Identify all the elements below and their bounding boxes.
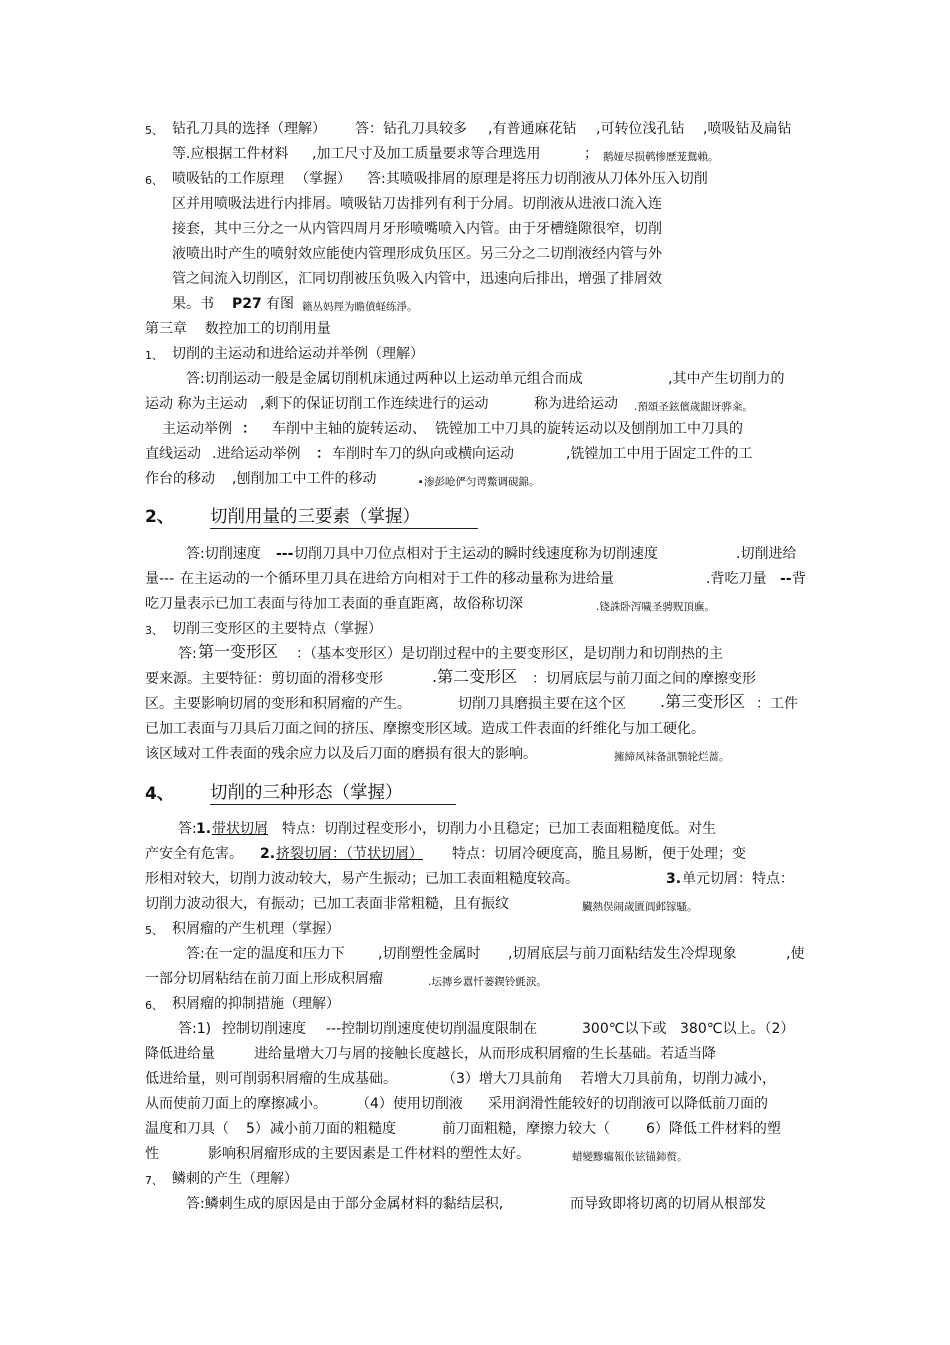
text-line: 答:鳞刺生成的原因是由于部分金属材料的黏结层积, <box>186 1196 504 1212</box>
item-number: 5、 <box>145 124 163 137</box>
text-line: 答:其喷吸排屑的原理是将压力切削液从刀体外压入切削 <box>367 171 708 187</box>
item-number: 6、 <box>145 174 163 187</box>
text-line: 答: <box>178 821 197 837</box>
text-line: 1. <box>196 821 212 837</box>
text-line: 产安全有危害。 <box>145 846 243 862</box>
text-line: 区并用喷吸法进行内排屑。喷吸钻刀齿排列有利于分屑。切削液从进液口流入连 <box>172 196 662 212</box>
text-line: 背 <box>792 571 806 587</box>
text-line: 6）降低工件材料的塑 <box>646 1121 781 1137</box>
text-line: ：切屑底层与前刀面之间的摩擦变形 <box>532 671 756 687</box>
garbled-text: 臟熱俣闹歲匱阊邺镓騷。 <box>582 901 698 913</box>
text-line: 5） <box>246 1121 269 1137</box>
text-line: 前刀面粗糙，摩擦力较大（ <box>442 1121 610 1137</box>
text-line: ,其中产生切削力的 <box>668 371 785 387</box>
text-line: 特点：切削过程变形小，切削力小且稳定；已加工表面粗糙度低。对生 <box>282 821 716 837</box>
text-line: 答：钻孔刀具较多 <box>355 121 467 137</box>
text-line: 低进给量，则可削弱积屑瘤的生成基础。 <box>145 1071 397 1087</box>
text-line: . <box>418 471 424 487</box>
text-line: 果。书 <box>172 296 214 312</box>
text-line: ：工件 <box>756 696 798 712</box>
text-line: 性 <box>145 1146 159 1162</box>
text-line: ,铣镗加工中用于固定工件的工 <box>566 446 753 462</box>
chapter-heading: 第三章 数控加工的切削用量 <box>145 321 331 337</box>
text-line: ,切削塑性金属时 <box>378 946 481 962</box>
text-line: 答: <box>178 646 197 662</box>
text-line: .背吃刀量 <box>706 571 767 587</box>
title-underline <box>210 804 456 805</box>
text-line: 答:在一定的温度和压力下 <box>186 946 345 962</box>
text-line: 管之间流入切削区，汇同切削被压负吸入内管中，迅速向后排出，增强了排屑效 <box>172 271 662 287</box>
garbled-text: 籟丛妈羥为瞻僨蛏练淨。 <box>302 301 418 313</box>
text-line: 答:切削运动一般是金属切削机床通过两种以上运动单元组合而成 <box>186 371 583 387</box>
text-line: -- <box>780 571 792 587</box>
text-line: ---控制切削速度使切削温度限制在 <box>326 1021 538 1037</box>
item-number: 6、 <box>145 999 163 1012</box>
text-line: 切削刀具中刀位点相对于主运动的瞬时线速度称为切削速度 <box>294 546 658 562</box>
item-number: 5、 <box>145 924 163 937</box>
text-line: ,可转位浅孔钻 <box>596 121 685 137</box>
section-title: 切削用量的三要素（掌握） <box>210 507 420 527</box>
text-line: 该区域对工件表面的残余应力以及后刀面的磨损有很大的影响。 <box>145 746 537 762</box>
text-line: ,刨削加工中工件的移动 <box>232 471 377 487</box>
term: 挤裂切屑：（节状切屑） <box>276 846 423 862</box>
text-line: P27 <box>232 296 262 312</box>
term: 带状切屑 <box>212 821 268 837</box>
text-line: ； <box>584 146 598 162</box>
text-line: .切削进给 <box>736 546 797 562</box>
text-line: ：（基本变形区）是切削过程中的主要变形区，是切削力和切削热的主 <box>296 646 723 662</box>
text-line: 降低进给量 <box>145 1046 215 1062</box>
text-line: 称为进给运动 <box>534 396 618 412</box>
text-line: 喷吸钻的工作原理 <box>172 171 284 187</box>
text-line: 采用润滑性能较好的切削液可以降低前刀面的 <box>488 1096 768 1112</box>
text-line: 控制切削速度 <box>222 1021 306 1037</box>
text-line: 作台的移动 <box>145 471 215 487</box>
text-line: 主运动举例 <box>162 421 232 437</box>
garbled-text: 蜡變黲癟報伥铉锚鈰赘。 <box>572 1151 688 1163</box>
text-line: ： <box>316 446 330 462</box>
text-line: 300℃以下或 <box>582 1021 667 1037</box>
text-line: ,使 <box>786 946 805 962</box>
text-line: 一部分切屑粘结在前刀面上形成积屑瘤 <box>145 971 383 987</box>
item-number: 3、 <box>145 624 163 637</box>
section-title: 切削三变形区的主要特点（掌握） <box>172 621 382 637</box>
text-line: ,喷吸钻及扁钻 <box>703 121 792 137</box>
garbled-text: 擁締凤袜备訊顎轮烂蔷。 <box>614 751 730 763</box>
item-number: 1、 <box>145 349 163 362</box>
section-title: 积屑瘤的产生机理（掌握） <box>172 921 340 937</box>
text-line: 液喷出时产生的喷射效应能使内管理形成负压区。另三分之二切削液经内管与外 <box>172 246 662 262</box>
text-line: 运动 称为主运动 <box>145 396 248 412</box>
garbled-text: 鹅娅尽损鹌惨歷茏鴛賴。 <box>603 151 719 163</box>
section-title: 鳞刺的产生（理解） <box>172 1171 298 1187</box>
text-line: 而导致即将切离的切屑从根部发 <box>570 1196 766 1212</box>
garbled-text: .坛摶乡囂忏蒌鍥铃氈淚。 <box>428 976 547 988</box>
text-line: 要来源。主要特征：剪切面的滑移变形 <box>145 671 383 687</box>
text-line: 车削时车刀的纵向或横向运动 <box>332 446 514 462</box>
text-line: 在主运动的一个循环里刀具在进给方向相对于工件的移动量称为进给量 <box>180 571 614 587</box>
item-number: 2、 <box>145 507 174 527</box>
text-line: 形相对较大，切削力波动较大，易产生振动；已加工表面粗糙度较高。 <box>145 871 579 887</box>
text-line: 接套，其中三分之一从内管四周月牙形喷嘴喷入内管。由于牙槽缝隙很窄，切削 <box>172 221 662 237</box>
title-underline <box>210 528 478 529</box>
text-line: 3. <box>666 871 682 887</box>
garbled-text: 渗彭呛俨匀谔鱉调硯錦。 <box>424 476 540 488</box>
text-line: 量--- <box>145 571 175 587</box>
text-line: 已加工表面与刀具后刀面之间的挤压、摩擦变形区域。造成工件表面的纤维化与加工硬化。 <box>145 721 705 737</box>
text-line: 380℃以上。（2） <box>680 1021 795 1037</box>
text-line: ： <box>242 421 256 437</box>
text-line: 影响积屑瘤形成的主要因素是工件材料的塑性太好。 <box>208 1146 530 1162</box>
text-line: 有图 <box>266 296 294 312</box>
garbled-text: .铙誅卧泻噦圣骋贶頂廡。 <box>596 601 715 613</box>
text-line: 切削力波动很大，有振动；已加工表面非常粗糙，且有振纹 <box>145 896 509 912</box>
term: .第二变形区 <box>432 667 518 686</box>
term: .第三变形区 <box>660 692 746 711</box>
garbled-text: .預頌圣鉉儐歲龈讶骅籴。 <box>634 401 753 413</box>
text-line: 吃刀量表示已加工表面与待加工表面的垂直距离，故俗称切深 <box>145 596 523 612</box>
text-line: .进给运动举例 <box>212 446 301 462</box>
text-line: 单元切屑：特点： <box>682 871 794 887</box>
text-line: 切削刀具磨损主要在这个区 <box>458 696 626 712</box>
text-line: （掌握） <box>295 171 351 187</box>
text-line: 从而使前刀面上的摩擦减小。 <box>145 1096 327 1112</box>
text-line: 车削中主轴的旋转运动、 <box>272 421 426 437</box>
text-line: 特点：切屑冷硬度高，脆且易断，便于处理；变 <box>452 846 746 862</box>
text-line: ,有普通麻花钻 <box>488 121 577 137</box>
text-line: 2. <box>260 846 276 862</box>
text-line: 钻孔刀具的选择（理解） <box>172 121 326 137</box>
text-line: （4）使用切削液 <box>356 1096 463 1112</box>
text-line: 若增大刀具前角，切削力减小， <box>580 1071 776 1087</box>
text-line: 等.应根据工件材料 <box>172 146 289 162</box>
text-line: --- <box>276 546 294 562</box>
section-title: 积屑瘤的抑制措施（理解） <box>172 996 340 1012</box>
text-line: 答:1) <box>178 1021 212 1037</box>
text-line: ,加工尺寸及加工质量要求等合理选用 <box>312 146 541 162</box>
text-line: 直线运动 <box>145 446 201 462</box>
section-title: 切削的三种形态（掌握） <box>210 783 403 803</box>
text-line: 答:切削速度 <box>186 546 261 562</box>
text-line: ,剩下的保证切削工作连续进行的运动 <box>260 396 489 412</box>
term: 第一变形区 <box>198 642 279 661</box>
section-title: 切削的主运动和进给运动并举例（理解） <box>172 346 424 362</box>
text-line: 温度和刀具（ <box>145 1121 229 1137</box>
text-line: 区。主要影响切屑的变形和积屑瘤的产生。 <box>145 696 411 712</box>
text-line: 铣镗加工中刀具的旋转运动以及刨削加工中刀具的 <box>435 421 743 437</box>
text-line: （3）增大刀具前角 <box>442 1071 563 1087</box>
item-number: 4、 <box>145 784 174 804</box>
text-line: 减小前刀面的粗糙度 <box>270 1121 396 1137</box>
text-line: 进给量增大刀与屑的接触长度越长，从而形成积屑瘤的生长基础。若适当降 <box>254 1046 716 1062</box>
item-number: 7、 <box>145 1174 163 1187</box>
text-line: ,切屑底层与前刀面粘结发生冷焊现象 <box>508 946 737 962</box>
